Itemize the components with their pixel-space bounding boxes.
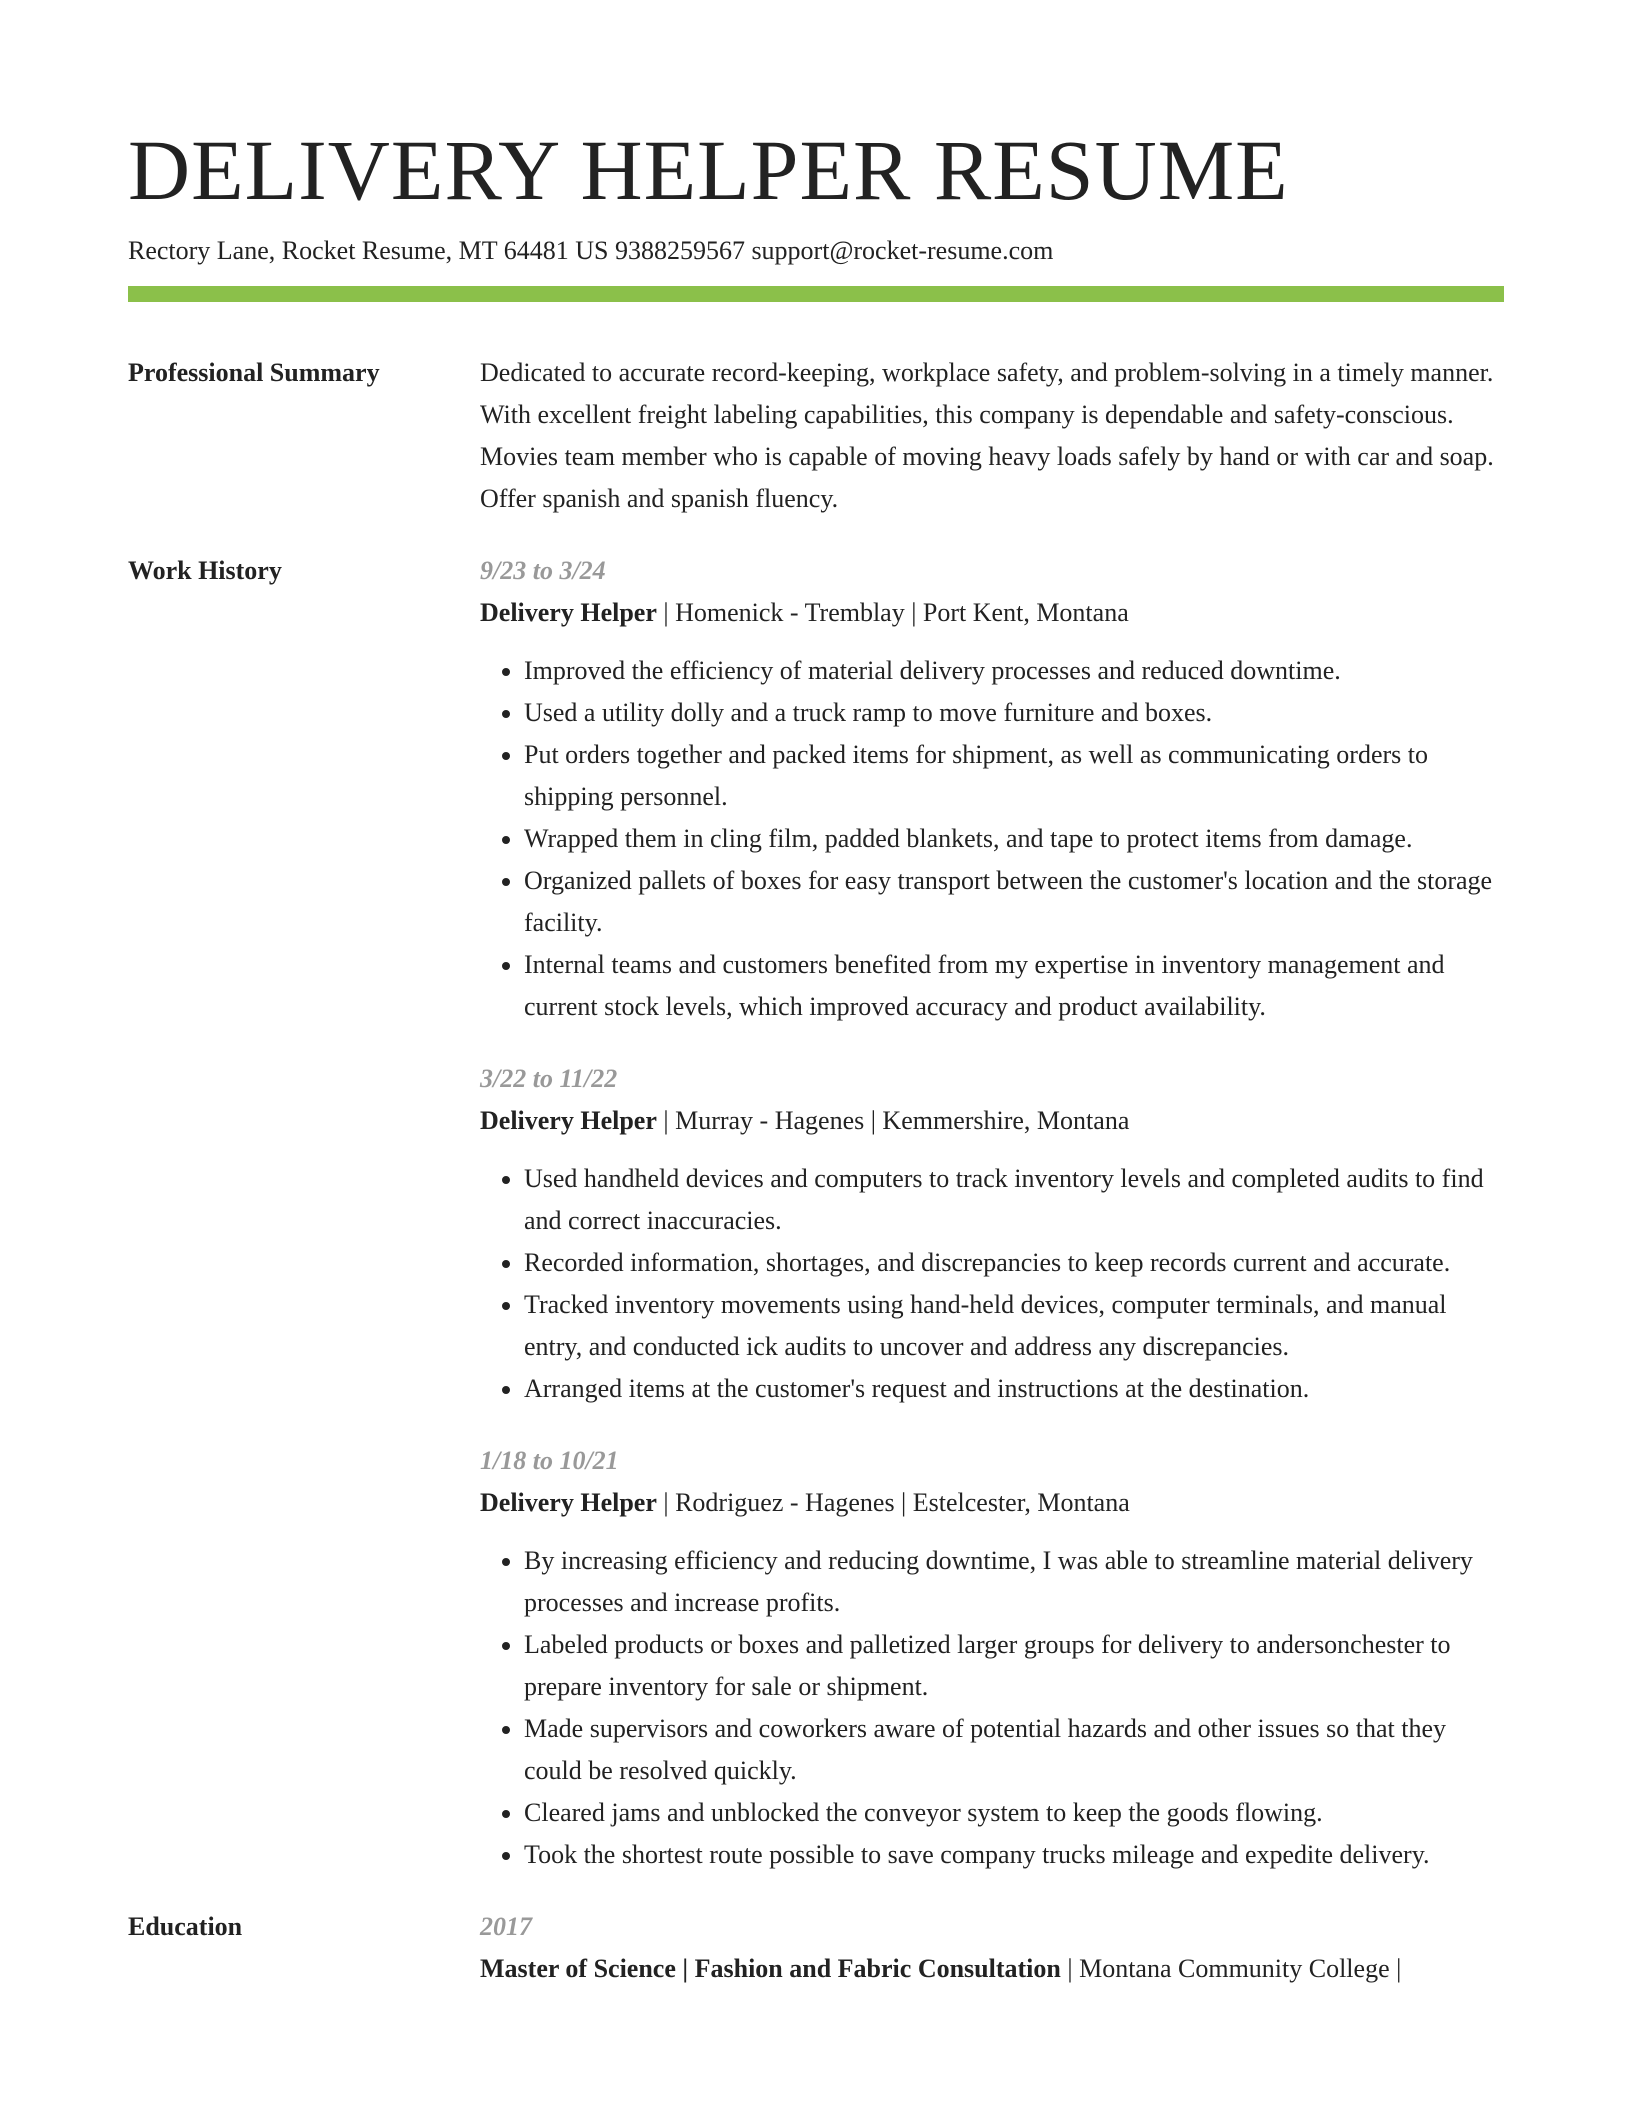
job-bullet: • Improved the efficiency of material delivery processes and reduced downtime. — [524, 650, 1504, 692]
job-dates: 3/22 to 11/22 — [480, 1064, 618, 1093]
job-entry — [480, 1058, 1504, 1410]
job-dates: 9/23 to 3/24 — [480, 556, 606, 585]
job-bullets — [480, 1540, 1504, 1876]
contact-line: Rectory Lane, Rocket Resume, MT 64481 US 9388259567 support@rocket-resume.com — [128, 236, 1054, 265]
job-bullet: • Wrapped them in cling film, padded blankets, and tape to protect items from damage. — [524, 818, 1504, 860]
job-bullet: • By increasing efficiency and reducing downtime, I was able to streamline material delivery processes and increase profits. — [524, 1540, 1504, 1624]
education-section — [128, 1906, 1504, 1990]
job-entry — [480, 1440, 1504, 1876]
job-heading — [480, 1482, 1504, 1524]
degree-title: Master of Science | Fashion and Fabric Consultation — [480, 1954, 1061, 1983]
section-label-work-history: Work History — [128, 556, 282, 585]
job-dates: 1/18 to 10/21 — [480, 1446, 619, 1475]
job-bullet: • Used a utility dolly and a truck ramp to move furniture and boxes. — [524, 692, 1504, 734]
job-entry — [480, 550, 1504, 1028]
education-heading — [480, 1948, 1504, 1990]
job-bullet: • Put orders together and packed items for shipment, as well as communicating orders to shipping personnel. — [524, 734, 1504, 818]
job-details: | Murray - Hagenes | Kemmershire, Montana — [656, 1106, 1130, 1135]
job-bullets — [480, 1158, 1504, 1410]
job-bullet: • Made supervisors and coworkers aware of potential hazards and other issues so that they could be resolved quickly. — [524, 1708, 1504, 1792]
education-details: | Montana Community College | — [1060, 1954, 1402, 1983]
education-body — [480, 1906, 1504, 1990]
work-history-body — [480, 550, 1504, 1876]
job-bullet: • Tracked inventory movements using hand-held devices, computer terminals, and manual entry, and conducted ick audits to uncover and address any discrepancies. — [524, 1284, 1504, 1368]
professional-summary-section — [128, 352, 1504, 520]
job-bullet: • Took the shortest route possible to save company trucks mileage and expedite delivery. — [524, 1834, 1504, 1876]
job-bullet: • Labeled products or boxes and palletized larger groups for delivery to andersonchester to prepare inventory for sale or shipment. — [524, 1624, 1504, 1708]
resume-page — [128, 118, 1504, 1990]
job-details: | Homenick - Tremblay | Port Kent, Montana — [656, 598, 1129, 627]
job-details: | Rodriguez - Hagenes | Estelcester, Montana — [656, 1488, 1130, 1517]
section-label-summary: Professional Summary — [128, 358, 380, 387]
resume-title: DELIVERY HELPER RESUME — [128, 122, 1289, 218]
job-title: Delivery Helper — [480, 1106, 657, 1135]
education-year: 2017 — [480, 1912, 532, 1941]
job-bullet: • Cleared jams and unblocked the conveyor system to keep the goods flowing. — [524, 1792, 1504, 1834]
job-bullet: • Internal teams and customers benefited from my expertise in inventory management and current stock levels, which improved accuracy and product availability. — [524, 944, 1504, 1028]
job-bullet: • Recorded information, shortages, and discrepancies to keep records current and accurate. — [524, 1242, 1504, 1284]
job-title: Delivery Helper — [480, 598, 657, 627]
job-bullets — [480, 650, 1504, 1028]
header-divider — [128, 286, 1504, 302]
section-label-education: Education — [128, 1912, 243, 1941]
job-bullet: • Organized pallets of boxes for easy transport between the customer's location and the storage facility. — [524, 860, 1504, 944]
job-title: Delivery Helper — [480, 1488, 657, 1517]
job-bullet: • Used handheld devices and computers to track inventory levels and completed audits to find and correct inaccuracies. — [524, 1158, 1504, 1242]
job-bullet: • Arranged items at the customer's request and instructions at the destination. — [524, 1368, 1504, 1410]
job-heading — [480, 592, 1504, 634]
job-heading — [480, 1100, 1504, 1142]
work-history-section — [128, 550, 1504, 1876]
summary-text: Dedicated to accurate record-keeping, workplace safety, and problem-solving in a timely manner. With excellent freight labeling capabilities, this company is dependable and safety-conscious. Movies team member who is capable of moving heavy loads safely by hand or with car and soap. Offer spanish and spanish fluency. — [480, 358, 1494, 513]
